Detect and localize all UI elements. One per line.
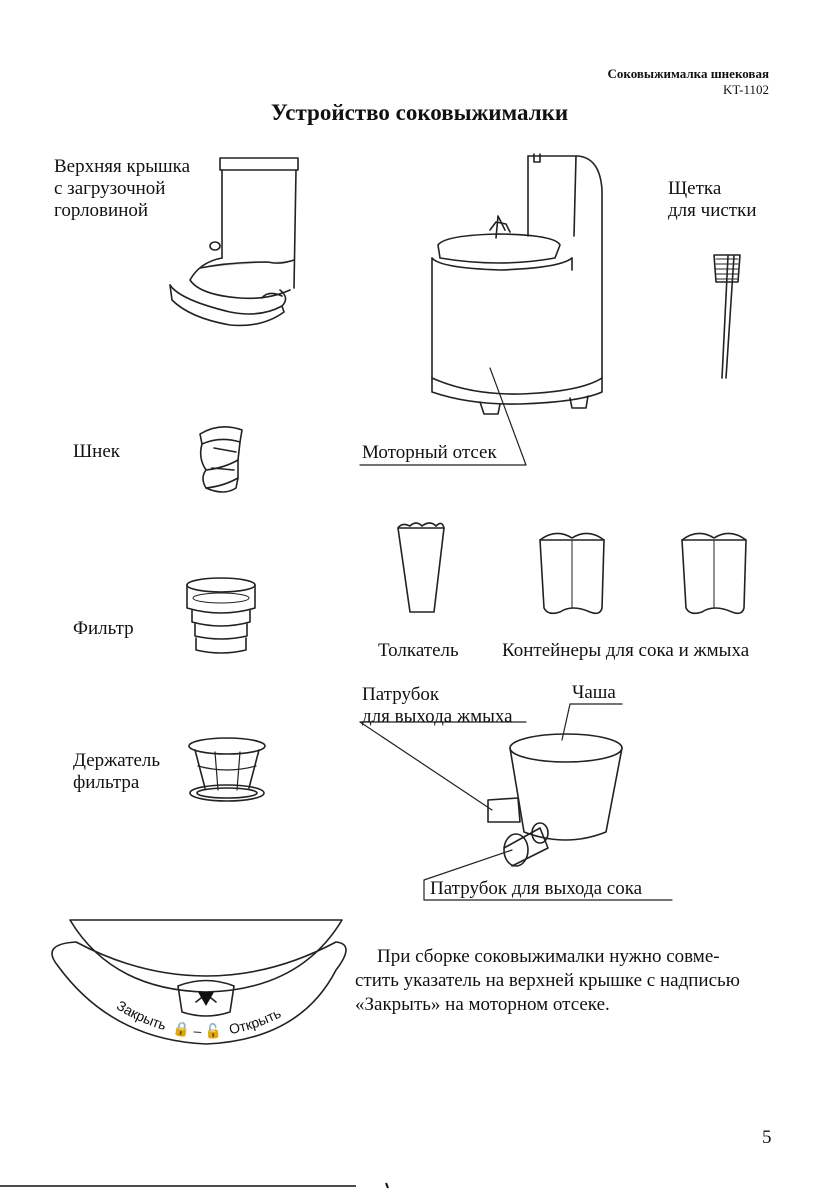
auger-illustration <box>200 427 242 492</box>
assembly-note-line-1: При сборке соковыжималки нужно совме- <box>377 946 720 967</box>
header-model: KT-1102 <box>723 82 769 97</box>
pusher-label: Толкатель <box>378 640 459 661</box>
motor-label: Моторный отсек <box>362 442 497 463</box>
filter-holder-label-line-1: Держатель <box>73 750 161 771</box>
svg-text:Закрыть 🔒 –: Закрыть 🔒 – 🔓 Открыть <box>114 997 284 1040</box>
page-number: 5 <box>762 1127 772 1148</box>
unlock-icon: 🔓 <box>204 1022 223 1040</box>
pulp-outlet-label-line-2: для выхода жмыха <box>362 706 513 727</box>
filter-illustration <box>187 578 255 653</box>
containers-label: Контейнеры для сока и жмыха <box>502 640 750 661</box>
brush-label <box>668 178 757 222</box>
dial-open-label: Открыть <box>227 1004 284 1038</box>
brush-label-line-1: Щетка <box>668 178 722 199</box>
top-lid-label-line-1: Верхняя крышка <box>54 156 191 177</box>
filter-holder-illustration <box>189 738 265 801</box>
pusher-illustration <box>398 523 444 612</box>
filter-holder-label <box>73 750 160 794</box>
juice-outlet-label: Патрубок для выхода сока <box>430 878 643 899</box>
filter-holder-label-line-2: фильтра <box>73 772 140 793</box>
assembly-note-line-3: «Закрыть» на моторном отсеке. <box>355 994 610 1015</box>
brush-illustration <box>714 255 740 378</box>
filter-label: Фильтр <box>73 618 134 639</box>
container-2-illustration <box>682 533 746 613</box>
assembly-note <box>355 945 775 1017</box>
header-product: Соковыжималка шнековая <box>607 66 769 81</box>
top-lid-label-line-2: с загрузочной <box>54 178 166 199</box>
top-lid-label <box>54 156 190 222</box>
auger-label: Шнек <box>73 441 120 462</box>
pulp-outlet-label <box>362 684 513 728</box>
dial-close-label: Закрыть <box>114 997 169 1034</box>
brush-label-line-2: для чистки <box>668 200 757 221</box>
assembly-note-line-2: стить указатель на верхней крышке с надписью <box>355 970 740 991</box>
lock-icon: 🔒 <box>171 1019 192 1039</box>
bowl-illustration <box>488 734 622 866</box>
motor-base-illustration <box>432 154 602 414</box>
container-1-illustration <box>540 533 604 613</box>
page-title: Устройство соковыжималки <box>270 100 569 125</box>
top-lid-label-line-3: горловиной <box>54 200 149 221</box>
bowl-label: Чаша <box>572 682 616 703</box>
pulp-outlet-label-line-1: Патрубок <box>362 684 440 705</box>
